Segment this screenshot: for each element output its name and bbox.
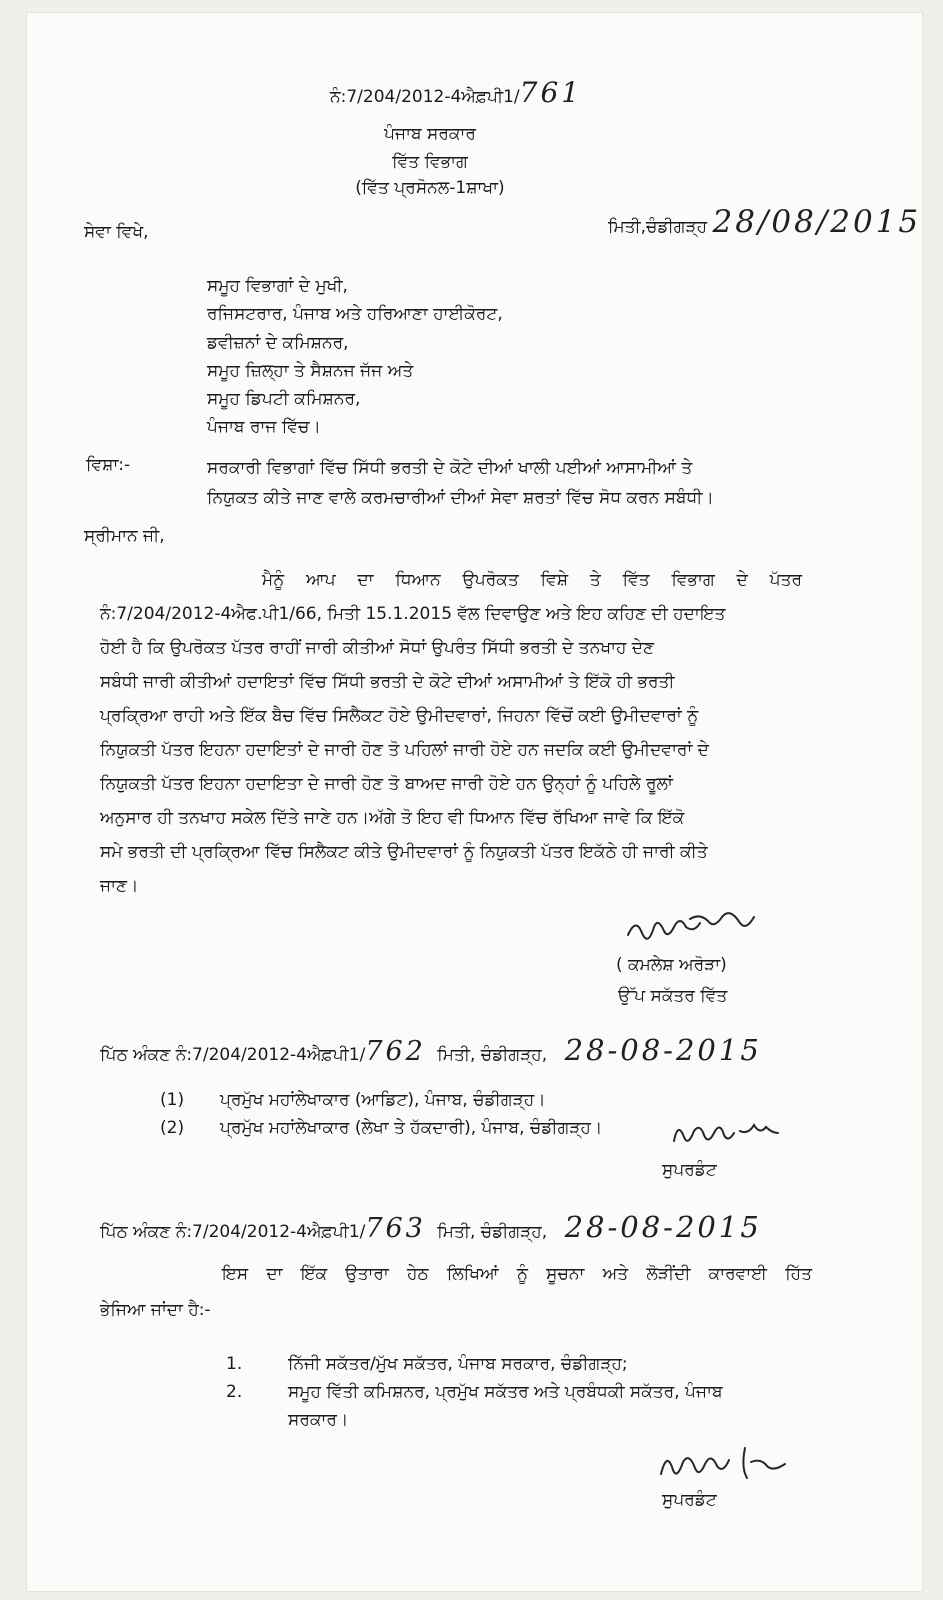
signatory-title: ਉੱਪ ਸਕੱਤਰ ਵਿੱਤ (618, 986, 728, 1006)
salutation: ਸ੍ਰੀਮਾਨ ਜੀ, (84, 526, 165, 546)
recipient: ਸਮੂਹ ਡਿਪਟੀ ਕਮਿਸ਼ਨਰ, (207, 389, 361, 410)
government-name: ਪੰਜਾਬ ਸਰਕਾਰ (384, 124, 476, 144)
endorsement-2-signatory: ਸੁਪਰਡੰਟ (662, 1490, 717, 1510)
body-line: ਮੈਨੂੰ ਆਪ ਦਾ ਧਿਆਨ ਉਪਰੋਕਤ ਵਿਸ਼ੇ ਤੇ ਵਿੱਤ ਵਿਭਾਗ ਦੇ ਪੱਤਰ (262, 570, 802, 590)
signature-kamlesh-arora (620, 905, 780, 955)
recipient: ਡਵੀਜ਼ਨਾਂ ਦੇ ਕਮਿਸ਼ਨਰ, (207, 332, 349, 353)
endorsement-2-date: 28-08-2015 (564, 1210, 762, 1244)
date-line (608, 204, 921, 240)
endorsement-1-header (100, 1033, 762, 1067)
body-line: ਅਨੁਸਾਰ ਹੀ ਤਨਖਾਹ ਸਕੇਲ ਦਿੱਤੇ ਜਾਣੇ ਹਨ।ਅੱਗੇ ਤੋ ਇਹ ਵੀ ਧਿਆਨ ਵਿੱਚ ਰੱਖਿਆ ਜਾਵੇ ਕਿ ਇੱਕੋ (100, 808, 685, 828)
body-line: ਨੰ:7/204/2012-4ਐਫ.ਪੀ1/66, ਮਿਤੀ 15.1.2015 ਵੱਲ ਦਿਵਾਉਣ ਅਤੇ ਇਹ ਕਹਿਣ ਦੀ ਹਦਾਇਤ (100, 604, 726, 624)
endorsement-2-header (100, 1210, 762, 1244)
body-line: ਸਮੇ ਭਰਤੀ ਦੀ ਪ੍ਰਕ੍ਰਿਆ ਵਿੱਚ ਸਿਲੈਕਟ ਕੀਤੇ ਉਮੀਦਵਾਰਾਂ ਨੂੰ ਨਿਯੁਕਤੀ ਪੱਤਰ ਇਕੱਠੇ ਹੀ ਜਾਰੀ ਕੀਤੇ (100, 842, 708, 862)
endorsement-1-prefix: ਪਿੱਠ ਅੰਕਣ ਨੰ:7/204/2012-4ਐਫ਼ਪੀ1/ (100, 1045, 366, 1065)
endorsement-1-date: 28-08-2015 (564, 1033, 762, 1067)
recipient: ਸਮੂਹ ਵਿਭਾਗਾਂ ਦੇ ਮੁਖੀ, (207, 276, 348, 296)
reference-prefix: ਨੰ:7/204/2012-4ਐਫ਼ਪੀ1/ (330, 87, 520, 107)
date-handwritten: 28/08/2015 (712, 204, 922, 240)
list-item: 2. ਸਮੂਹ ਵਿੱਤੀ ਕਮਿਸ਼ਨਰ, ਪ੍ਰਮੁੱਖ ਸਕੱਤਰ ਅਤੇ ਪ੍ਰਬੰਧਕੀ ਸਕੱਤਰ, ਪੰਜਾਬ (226, 1382, 723, 1402)
reference-handwritten-number: 761 (519, 76, 583, 109)
department-name: ਵਿੱਤ ਵਿਭਾਗ (392, 152, 468, 172)
body-line: ਜਾਣ। (100, 876, 139, 896)
endorsement-2-date-label: ਮਿਤੀ, ਚੰਡੀਗੜ੍ਹ, (437, 1222, 548, 1242)
list-item: (1) ਪ੍ਰਮੁੱਖ ਮਹਾਂਲੇਖਾਕਾਰ (ਆਡਿਟ), ਪੰਜਾਬ, ਚੰਡੀਗੜ੍ਹ। (160, 1090, 546, 1110)
endorsement-2-number: 763 (365, 1213, 426, 1244)
date-label: ਮਿਤੀ,ਚੰਡੀਗੜ੍ਹ (608, 217, 708, 237)
signature-superintendent-1 (668, 1115, 788, 1155)
endorsement-1-list (160, 1086, 602, 1142)
body-line: ਨਿਯੁਕਤੀ ਪੱਤਰ ਇਹਨਾ ਹਦਾਇਤਾ ਦੇ ਜਾਰੀ ਹੋਣ ਤੋ ਬਾਅਦ ਜਾਰੀ ਹੋਏ ਹਨ ਉਨ੍ਹਾਂ ਨੂੰ ਪਹਿਲੇ ਰੂਲਾਂ (100, 774, 673, 794)
signatory-name: ( ਕਮਲੇਸ਼ ਅਰੋੜਾ) (616, 955, 727, 975)
recipient: ਸਮੂਹ ਜ਼ਿਲ੍ਹਾ ਤੇ ਸੈਸ਼ਨਜ ਜੱਜ ਅਤੇ (207, 360, 414, 381)
body-line: ਪ੍ਰਕ੍ਰਿਆ ਰਾਹੀ ਅਤੇ ਇੱਕ ਬੈਚ ਵਿੱਚ ਸਿਲੈਕਟ ਹੋਏ ਉਮੀਦਵਾਰਾਂ, ਜਿਹਨਾ ਵਿੱਚੋਂ ਕਈ ਉਮੀਦਵਾਰਾਂ ਨੂੰ (100, 706, 699, 726)
endorsement-1-date-label: ਮਿਤੀ, ਚੰਡੀਗੜ੍ਹ, (437, 1045, 548, 1065)
reference-number (330, 76, 582, 109)
subject-label: ਵਿਸ਼ਾ:- (86, 455, 131, 475)
addressee-heading: ਸੇਵਾ ਵਿਖੇ, (84, 222, 149, 242)
list-item-continuation: ਸਰਕਾਰ। (288, 1410, 349, 1430)
endorsement-2-list (226, 1350, 723, 1434)
list-item: (2) ਪ੍ਰਮੁੱਖ ਮਹਾਂਲੇਖਾਕਾਰ (ਲੇਖਾ ਤੇ ਹੱਕਦਾਰੀ), ਪੰਜਾਬ, ਚੰਡੀਗੜ੍ਹ। (160, 1118, 603, 1138)
body-line: ਹੋਈ ਹੈ ਕਿ ਉਪਰੋਕਤ ਪੱਤਰ ਰਾਹੀਂ ਜਾਰੀ ਕੀਤੀਆਂ ਸੋਧਾਂ ਉਪਰੰਤ ਸਿੱਧੀ ਭਰਤੀ ਦੇ ਤਨਖਾਹ ਦੇਣ (100, 638, 655, 658)
endorsement-2-prefix: ਪਿੱਠ ਅੰਕਣ ਨੰ:7/204/2012-4ਐਫ਼ਪੀ1/ (100, 1222, 366, 1242)
endorsement-2-intro: ਇਸ ਦਾ ਇੱਕ ਉਤਾਰਾ ਹੇਠ ਲਿਖਿਆਂ ਨੂੰ ਸੂਚਨਾ ਅਤੇ ਲੋੜੀਂਦੀ ਕਾਰਵਾਈ ਹਿੱਤ (222, 1264, 812, 1284)
list-item: 1. ਨਿੱਜੀ ਸਕੱਤਰ/ਮੁੱਖ ਸਕੱਤਰ, ਪੰਜਾਬ ਸਰਕਾਰ, ਚੰਡੀਗੜ੍ਹ; (226, 1354, 628, 1374)
branch-name: (ਵਿੱਤ ਪ੍ਰਸੋਨਲ-1ਸ਼ਾਖਾ) (355, 178, 505, 198)
endorsement-1-number: 762 (365, 1036, 426, 1067)
recipient: ਰਜਿਸਟਰਾਰ, ਪੰਜਾਬ ਅਤੇ ਹਰਿਆਣਾ ਹਾਈਕੋਰਟ, (207, 304, 503, 325)
recipient: ਪੰਜਾਬ ਰਾਜ ਵਿੱਚ। (207, 417, 321, 438)
signature-superintendent-2 (655, 1440, 805, 1490)
subject-line: ਸਰਕਾਰੀ ਵਿਭਾਗਾਂ ਵਿੱਚ ਸਿੱਧੀ ਭਰਤੀ ਦੇ ਕੋਟੇ ਦੀਆਂ ਖਾਲੀ ਪਈਆਂ ਆਸਾਮੀਆਂ ਤੇ (207, 458, 693, 478)
endorsement-2-intro-cont: ਭੇਜਿਆ ਜਾਂਦਾ ਹੈ:- (100, 1300, 211, 1320)
body-line: ਨਿਯੁਕਤੀ ਪੱਤਰ ਇਹਨਾ ਹਦਾਇਤਾਂ ਦੇ ਜਾਰੀ ਹੋਣ ਤੋ ਪਹਿਲਾਂ ਜਾਰੀ ਹੋਏ ਹਨ ਜਦਕਿ ਕਈ ਉਮੀਦਵਾਰਾਂ ਦੇ (100, 740, 709, 760)
endorsement-1-signatory: ਸੁਪਰਡੰਟ (662, 1160, 717, 1180)
body-line: ਸਬੰਧੀ ਜਾਰੀ ਕੀਤੀਆਂ ਹਦਾਇਤਾਂ ਵਿੱਚ ਸਿੱਧੀ ਭਰਤੀ ਦੇ ਕੋਟੇ ਦੀਆਂ ਅਸਾਮੀਆਂ ਤੇ ਇੱਕੋ ਹੀ ਭਰਤੀ (100, 672, 675, 692)
recipient-list (207, 272, 503, 442)
subject-text (207, 453, 714, 513)
subject-line: ਨਿਯੁਕਤ ਕੀਤੇ ਜਾਣ ਵਾਲੇ ਕਰਮਚਾਰੀਆਂ ਦੀਆਂ ਸੇਵਾ ਸ਼ਰਤਾਂ ਵਿੱਚ ਸੋਧ ਕਰਨ ਸਬੰਧੀ। (207, 488, 714, 508)
